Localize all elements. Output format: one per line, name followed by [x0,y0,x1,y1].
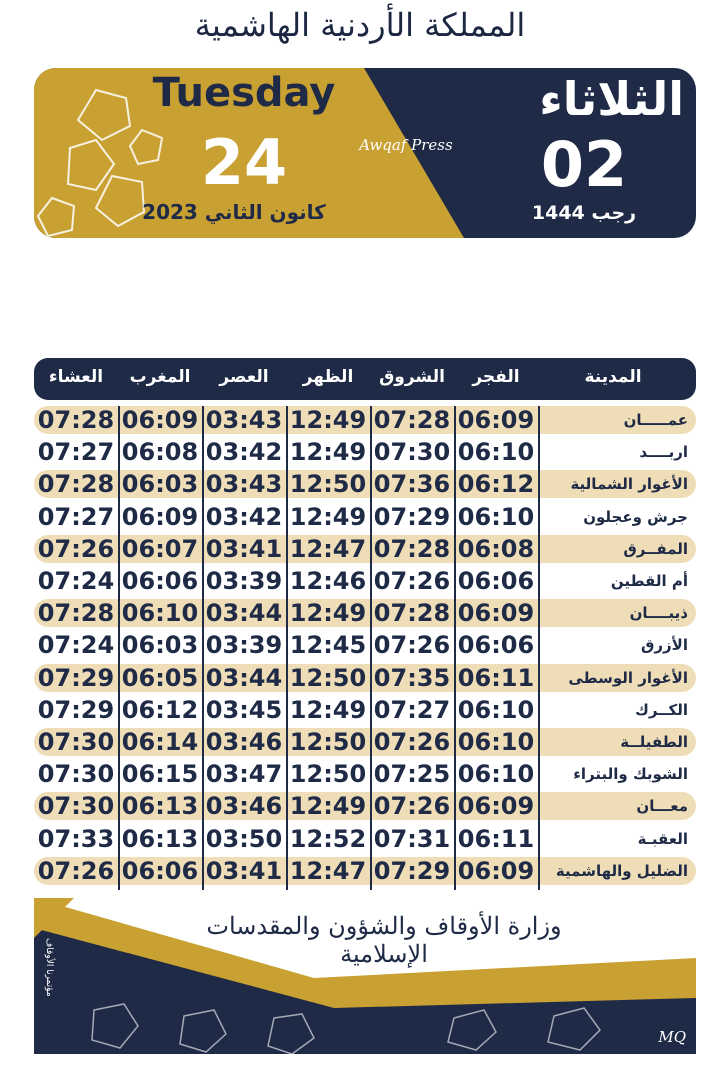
cell-city: المفــرق [623,539,688,558]
table-row [34,696,696,724]
header-fajr: الفجر [472,367,520,387]
cell-sunrise: 07:35 [373,663,451,692]
cell-maghrib: 06:09 [121,502,199,531]
cell-asr: 03:46 [205,728,283,756]
cell-asr: 03:45 [205,695,283,724]
cell-city: الأغوار الشمالية [570,475,688,494]
cell-maghrib: 06:08 [121,438,199,467]
header-dhuhr: الظهر [302,367,354,387]
footer-side-text: مؤتمرنا الأوقاف [44,938,54,997]
cell-dhuhr: 12:50 [289,760,367,789]
gregorian-day: 24 [200,126,288,199]
cell-maghrib: 06:06 [121,856,199,885]
cell-dhuhr: 12:49 [289,502,367,531]
table-row [34,825,696,853]
cell-city: الكــرك [635,700,688,719]
table-row [34,631,696,659]
cell-sunrise: 07:26 [373,567,451,595]
table-row [34,406,696,434]
cell-asr: 03:47 [205,760,283,789]
cell-sunrise: 07:26 [373,792,451,821]
cell-dhuhr: 12:50 [289,728,367,756]
cell-maghrib: 06:09 [121,406,199,434]
press-watermark: Awqaf Press [359,136,453,154]
cell-asr: 03:44 [205,599,283,628]
cell-city: جرش وعجلون [583,507,688,526]
cell-maghrib: 06:03 [121,631,199,660]
cell-maghrib: 06:13 [121,824,199,853]
column-divider [370,406,372,890]
cell-fajr: 06:06 [457,631,535,660]
footer-banner [34,898,696,1054]
cell-sunrise: 07:26 [373,728,451,756]
table-row [34,438,696,466]
cell-dhuhr: 12:50 [289,663,367,692]
cell-dhuhr: 12:46 [289,567,367,595]
table-row [34,792,696,820]
table-row [34,857,696,885]
header-isha: العشاء [48,367,104,387]
cell-dhuhr: 12:50 [289,470,367,499]
cell-asr: 03:39 [205,567,283,595]
cell-isha: 07:24 [37,631,115,660]
cell-dhuhr: 12:47 [289,856,367,885]
cell-asr: 03:46 [205,792,283,821]
cell-dhuhr: 12:49 [289,695,367,724]
cell-maghrib: 06:10 [121,599,199,628]
table-header [34,358,696,400]
cell-fajr: 06:10 [457,502,535,531]
cell-maghrib: 06:05 [121,663,199,692]
cell-fajr: 06:09 [457,406,535,434]
cell-sunrise: 07:28 [373,406,451,434]
table-row [34,470,696,498]
cell-sunrise: 07:28 [373,534,451,563]
table-row [34,664,696,692]
cell-isha: 07:28 [37,470,115,499]
cell-city: الأزرق [641,636,688,655]
cell-fajr: 06:10 [457,438,535,467]
header-sunrise: الشروق [379,367,445,387]
cell-dhuhr: 12:49 [289,792,367,821]
cell-maghrib: 06:07 [121,534,199,563]
table-row [34,728,696,756]
cell-dhuhr: 12:49 [289,406,367,434]
gregorian-month-year: كانون الثاني 2023 [142,200,326,224]
hijri-month-year: رجب 1444 [531,202,637,224]
cell-maghrib: 06:12 [121,695,199,724]
table-row [34,599,696,627]
cell-dhuhr: 12:49 [289,438,367,467]
cell-city: معـــان [636,797,688,816]
cell-city: الأغوار الوسطى [568,668,688,687]
cell-isha: 07:30 [37,792,115,821]
cell-asr: 03:43 [205,406,283,434]
cell-asr: 03:41 [205,856,283,885]
cell-fajr: 06:09 [457,792,535,821]
cell-asr: 03:42 [205,438,283,467]
cell-dhuhr: 12:47 [289,534,367,563]
table-row [34,503,696,531]
cell-fajr: 06:10 [457,728,535,756]
cell-isha: 07:29 [37,695,115,724]
column-divider [538,406,540,890]
cell-fajr: 06:10 [457,695,535,724]
cell-isha: 07:26 [37,534,115,563]
cell-isha: 07:28 [37,406,115,434]
cell-fajr: 06:10 [457,760,535,789]
cell-city: الطفيلــة [620,733,688,751]
table-row [34,567,696,595]
column-divider [286,406,288,890]
cell-isha: 07:27 [37,502,115,531]
cell-fajr: 06:11 [457,824,535,853]
cell-maghrib: 06:06 [121,567,199,595]
date-card [34,68,696,238]
cell-isha: 07:30 [37,728,115,756]
cell-sunrise: 07:31 [373,824,451,853]
cell-isha: 07:28 [37,599,115,628]
kingdom-title: المملكة الأردنية الهاشمية [194,6,526,44]
cell-sunrise: 07:25 [373,760,451,789]
cell-fajr: 06:12 [457,470,535,499]
cell-dhuhr: 12:52 [289,824,367,853]
column-divider [118,406,120,890]
cell-sunrise: 07:36 [373,470,451,499]
cell-maghrib: 06:15 [121,760,199,789]
footer-mark: MQ [658,1028,686,1046]
cell-maghrib: 06:03 [121,470,199,499]
cell-dhuhr: 12:45 [289,631,367,660]
cell-city: اربــــد [639,443,688,462]
header-city: المدينة [584,367,642,387]
cell-isha: 07:33 [37,824,115,853]
cell-asr: 03:50 [205,824,283,853]
header-asr: العصر [219,367,269,387]
cell-asr: 03:42 [205,502,283,531]
cell-city: الشوبك والبتراء [573,765,688,784]
cell-asr: 03:41 [205,534,283,563]
table-row [34,535,696,563]
cell-asr: 03:39 [205,631,283,660]
cell-isha: 07:24 [37,567,115,595]
cell-sunrise: 07:29 [373,502,451,531]
cell-fajr: 06:08 [457,534,535,563]
cell-city: العقبـة [637,829,688,848]
cell-fajr: 06:09 [457,856,535,885]
cell-isha: 07:29 [37,663,115,692]
cell-maghrib: 06:14 [121,728,199,756]
cell-isha: 07:26 [37,856,115,885]
weekday-english: Tuesday [152,70,336,116]
cell-city: أم القطين [610,572,688,590]
cell-isha: 07:27 [37,438,115,467]
cell-maghrib: 06:13 [121,792,199,821]
cell-sunrise: 07:26 [373,631,451,660]
cell-sunrise: 07:27 [373,695,451,724]
cell-fajr: 06:09 [457,599,535,628]
weekday-arabic: الثلاثاء [539,72,684,126]
cell-city: عمـــــان [623,411,688,429]
table-row [34,760,696,788]
cell-dhuhr: 12:49 [289,599,367,628]
cell-sunrise: 07:29 [373,856,451,885]
cell-sunrise: 07:28 [373,599,451,628]
cell-asr: 03:44 [205,663,283,692]
column-divider [202,406,204,890]
cell-fajr: 06:06 [457,567,535,595]
ministry-title: وزارة الأوقاف والشؤون والمقدسات الإسلامية [206,912,562,968]
column-divider [454,406,456,890]
header-maghrib: المغرب [129,367,191,387]
cell-city: ذيبــــان [629,604,688,623]
cell-city: الضليل والهاشمية [555,861,688,880]
cell-asr: 03:43 [205,470,283,499]
cell-fajr: 06:11 [457,663,535,692]
hijri-day: 02 [540,128,628,201]
cell-sunrise: 07:30 [373,438,451,467]
cell-isha: 07:30 [37,760,115,789]
